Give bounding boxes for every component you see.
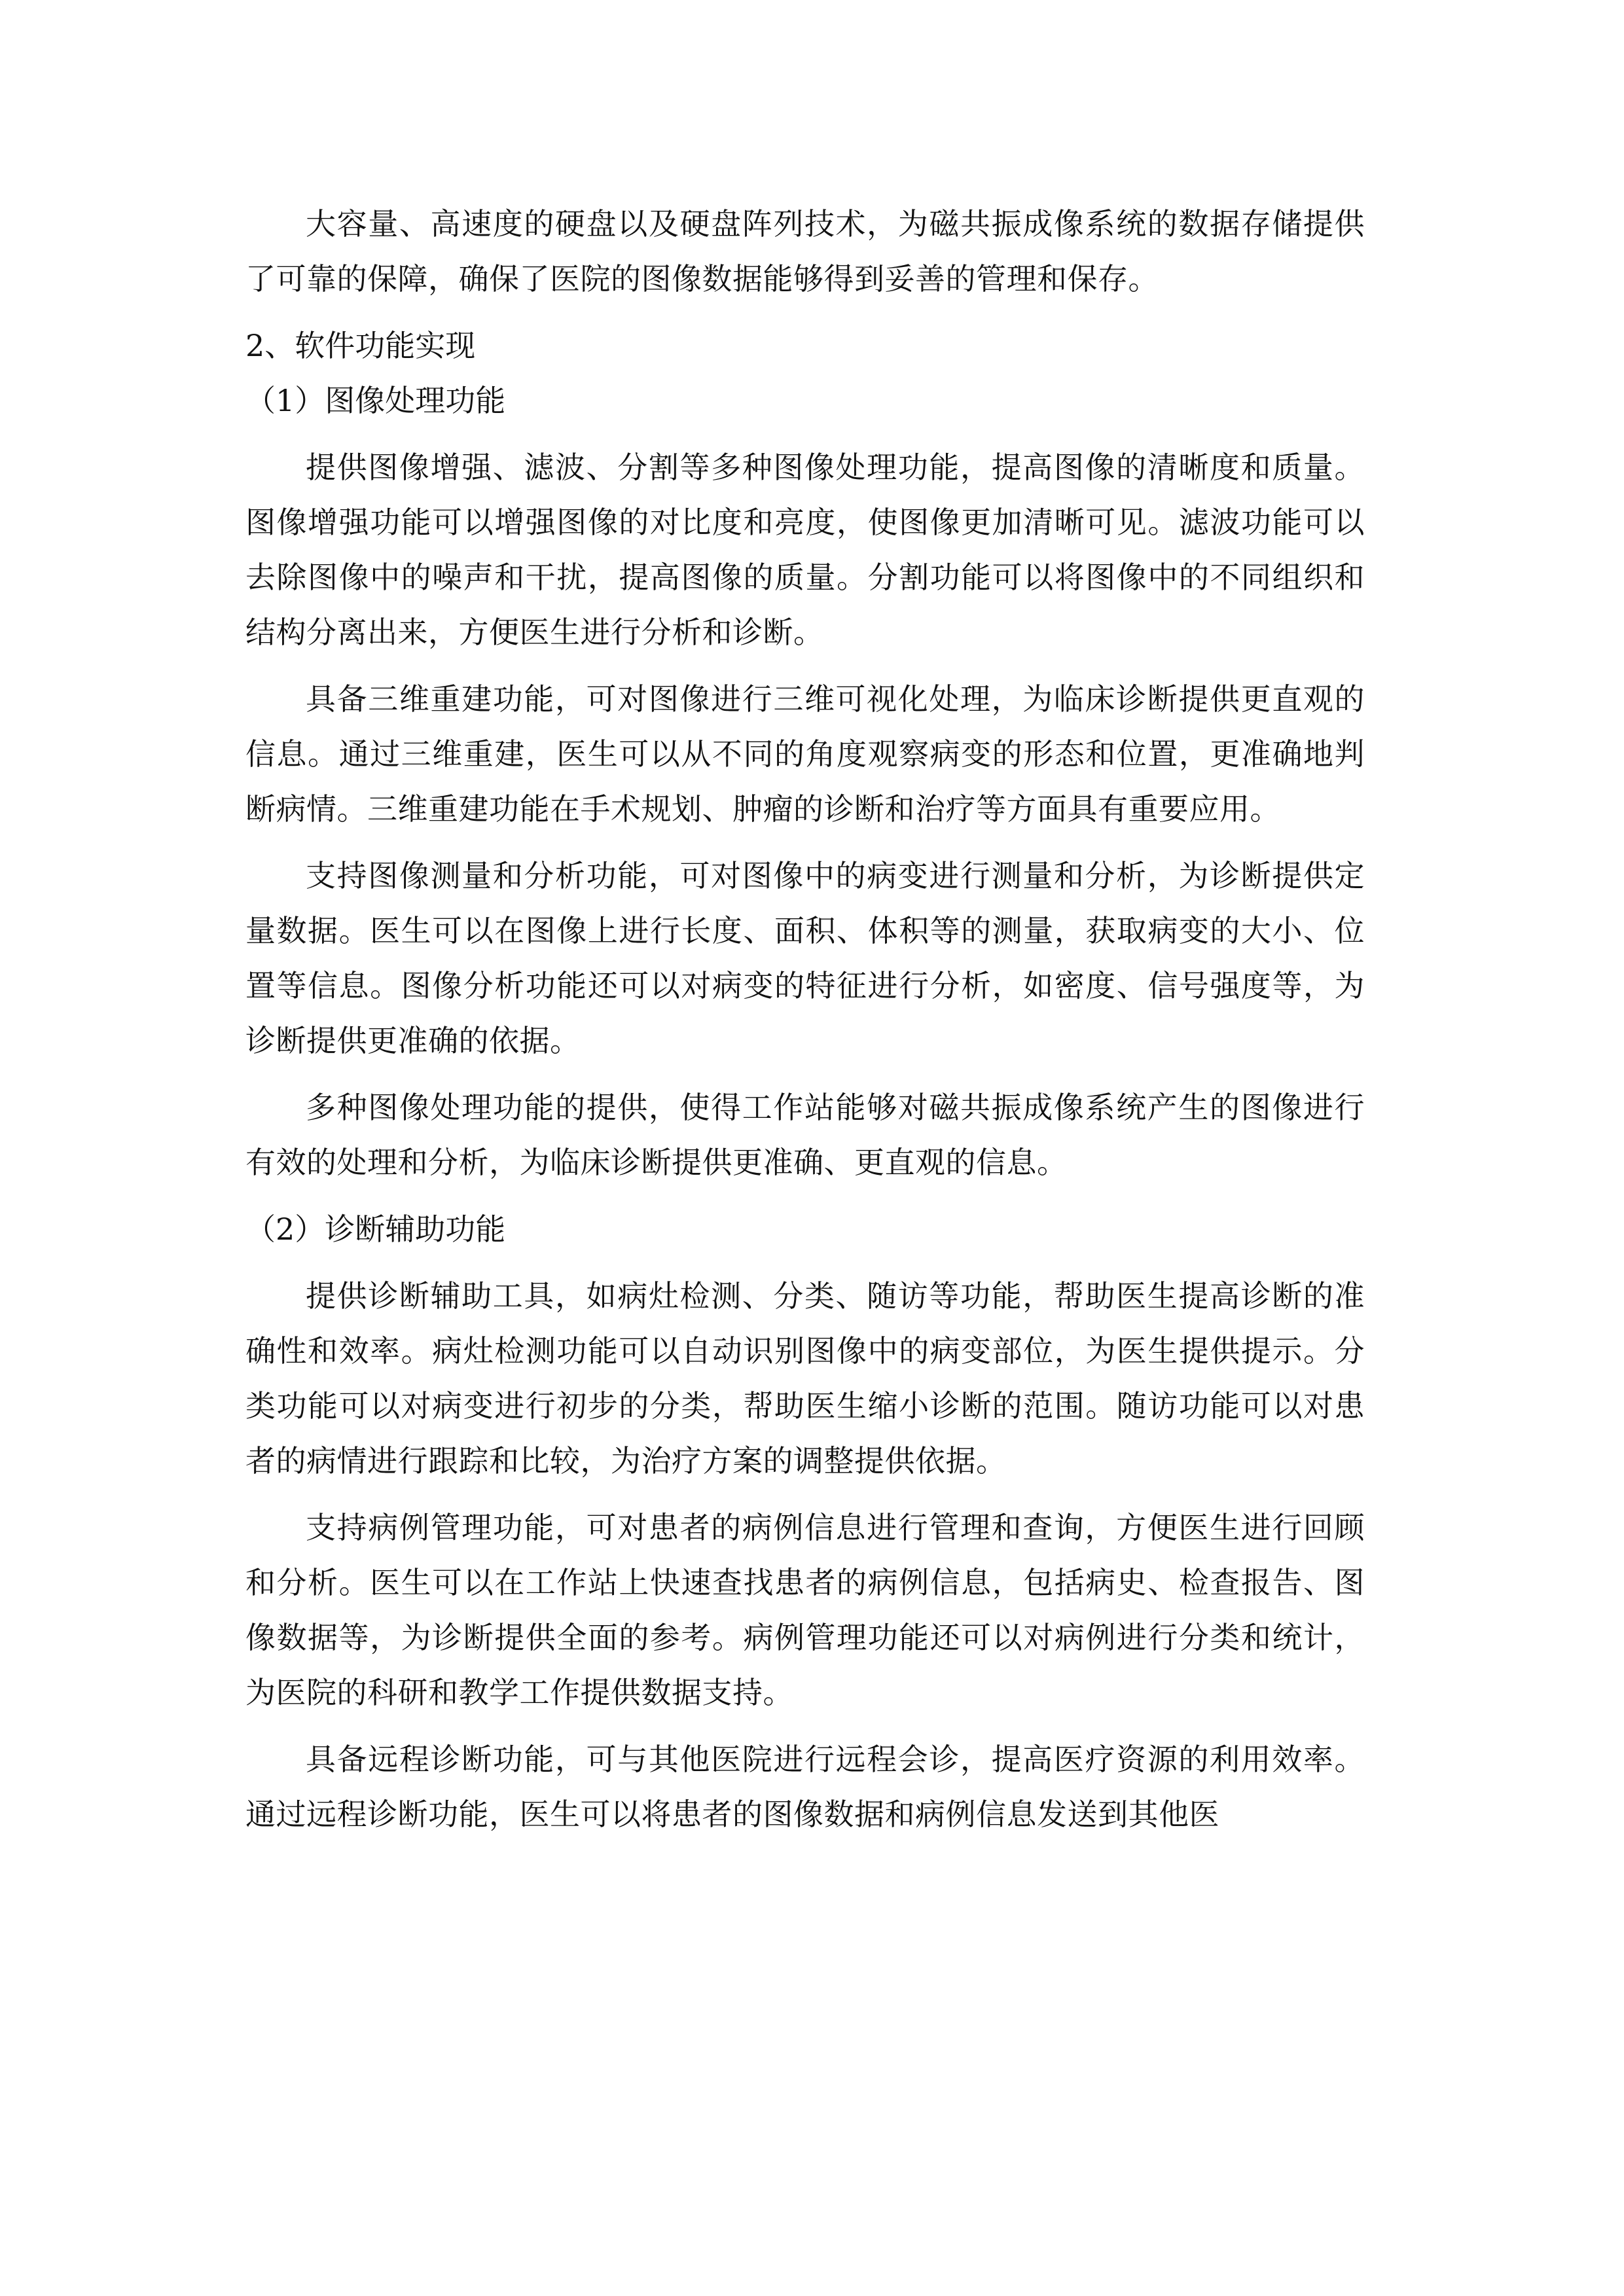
- paragraph-diagnosis-tools: 提供诊断辅助工具，如病灶检测、分类、随访等功能，帮助医生提高诊断的准确性和效率。病灶检测功能可以自动识别图像中的病变部位，为医生提供提示。分类功能可以对病变进行初步的分类，帮助医生缩小诊断的范围。随访功能可以对患者的病情进行跟踪和比较，为治疗方案的调整提供依据。: [245, 1278, 1365, 1479]
- document-body: [245, 196, 1365, 1854]
- paragraph-case-management: 支持病例管理功能，可对患者的病例信息进行管理和查询，方便医生进行回顾和分析。医生可以在工作站上快速查找患者的病例信息，包括病史、检查报告、图像数据等，为诊断提供全面的参考。病例管理功能还可以对病例进行分类和统计，为医院的科研和教学工作提供数据支持。: [245, 1510, 1365, 1710]
- paragraph-storage: 大容量、高速度的硬盘以及硬盘阵列技术，为磁共振成像系统的数据存储提供了可靠的保障，确保了医院的图像数据能够得到妥善的管理和保存。: [245, 206, 1365, 296]
- paragraph-image-enhancement: 提供图像增强、滤波、分割等多种图像处理功能，提高图像的清晰度和质量。图像增强功能可以增强图像的对比度和亮度，使图像更加清晰可见。滤波功能可以去除图像中的噪声和干扰，提高图像的质量。分割功能可以将图像中的不同组织和结构分离出来，方便医生进行分析和诊断。: [245, 450, 1365, 650]
- subsection-heading-diagnosis-assist: （2）诊断辅助功能: [245, 1211, 506, 1247]
- paragraph-3d-reconstruction: 具备三维重建功能，可对图像进行三维可视化处理，为临床诊断提供更直观的信息。通过三维重建，医生可以从不同的角度观察病变的形态和位置，更准确地判断病情。三维重建功能在手术规划、肿瘤的诊断和治疗等方面具有重要应用。: [245, 681, 1365, 827]
- subsection-heading-image-processing: （1）图像处理功能: [245, 383, 506, 418]
- paragraph-remote-diagnosis: 具备远程诊断功能，可与其他医院进行远程会诊，提高医疗资源的利用效率。通过远程诊断功能，医生可以将患者的图像数据和病例信息发送到其他医: [245, 1742, 1365, 1832]
- section-heading-software: 2、软件功能实现: [245, 328, 476, 363]
- paragraph-measurement-analysis: 支持图像测量和分析功能，可对图像中的病变进行测量和分析，为诊断提供定量数据。医生可以在图像上进行长度、面积、体积等的测量，获取病变的大小、位置等信息。图像分析功能还可以对病变的特征进行分析，如密度、信号强度等，为诊断提供更准确的依据。: [245, 858, 1365, 1058]
- paragraph-processing-summary: 多种图像处理功能的提供，使得工作站能够对磁共振成像系统产生的图像进行有效的处理和分析，为临床诊断提供更准确、更直观的信息。: [245, 1090, 1365, 1180]
